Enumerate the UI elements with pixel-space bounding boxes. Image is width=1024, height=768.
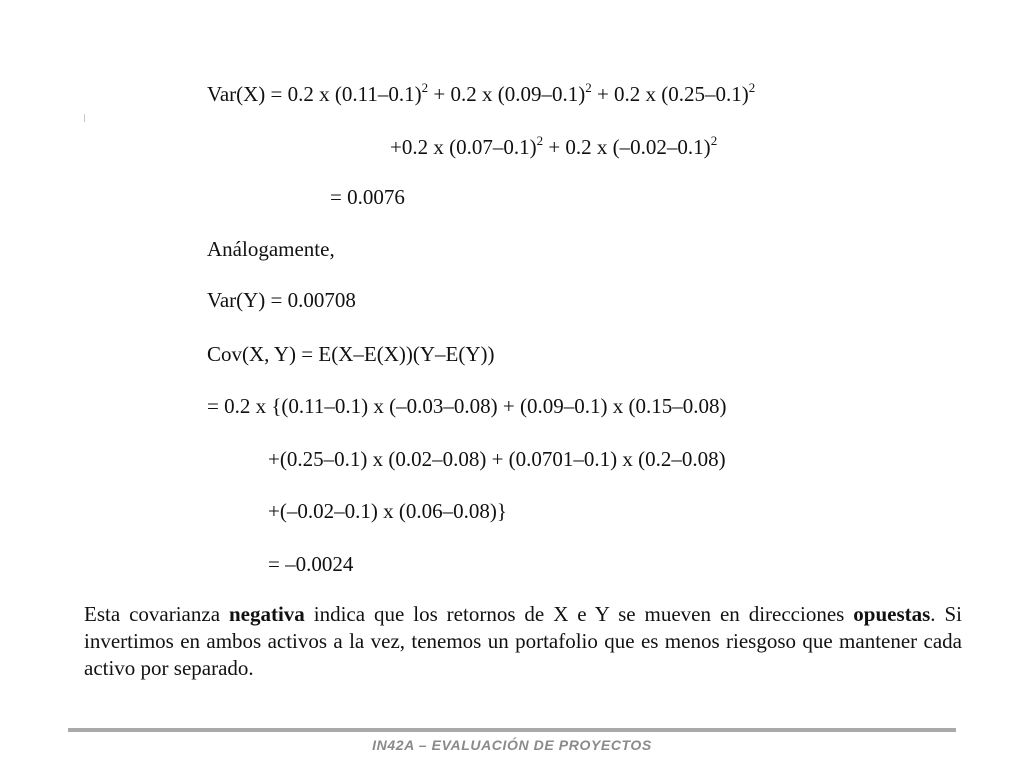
exponent: 2 (585, 80, 592, 95)
cov-definition: Cov(X, Y) = E(X–E(X))(Y–E(Y)) (207, 342, 495, 366)
exponent: 2 (536, 133, 544, 148)
cov-result: = –0.0024 (268, 552, 354, 576)
var-y-equation: Var(Y) = 0.00708 (207, 288, 356, 312)
exponent: 2 (710, 133, 718, 148)
var-x-term-1: Var(X) = 0.2 x (0.11–0.1) (207, 82, 422, 106)
cov-line-3: +(–0.02–0.1) x (0.06–0.08)} (268, 499, 507, 523)
var-x-equation (207, 81, 755, 107)
var-x-continuation (390, 134, 717, 160)
exponent: 2 (421, 80, 429, 95)
var-x-term-3: + 0.2 x (0.25–0.1) (591, 82, 749, 106)
footer-divider (68, 728, 956, 732)
analogamente-text: Análogamente, (207, 237, 335, 261)
stray-mark (84, 114, 85, 122)
paragraph-text-2: indica que los retornos de X e Y se mueven en direcciones (304, 602, 854, 626)
bold-opuestas: opuestas (853, 602, 931, 626)
var-x-result: = 0.0076 (330, 185, 405, 209)
exponent: 2 (748, 80, 756, 95)
var-x-term-2: + 0.2 x (0.09–0.1) (428, 82, 586, 106)
footer-course-title: IN42A – EVALUACIÓN DE PROYECTOS (372, 737, 652, 753)
cov-line-1: = 0.2 x {(0.11–0.1) x (–0.03–0.08) + (0.09–0.1) x (0.15–0.08) (207, 394, 727, 418)
bold-negativa: negativa (228, 602, 305, 626)
conclusion-paragraph (84, 601, 962, 682)
paragraph-text-1: Esta covarianza (84, 602, 229, 626)
cov-line-2: +(0.25–0.1) x (0.02–0.08) + (0.0701–0.1) x (0.2–0.08) (268, 447, 726, 471)
var-x-term-5: + 0.2 x (–0.02–0.1) (543, 135, 711, 159)
var-x-term-4: +0.2 x (0.07–0.1) (390, 135, 537, 159)
paragraph-text-3: . Si invertimos en ambos activos a la vez, tenemos un portafolio que es menos riesgoso que mantener cada activo por separado. (84, 602, 962, 680)
